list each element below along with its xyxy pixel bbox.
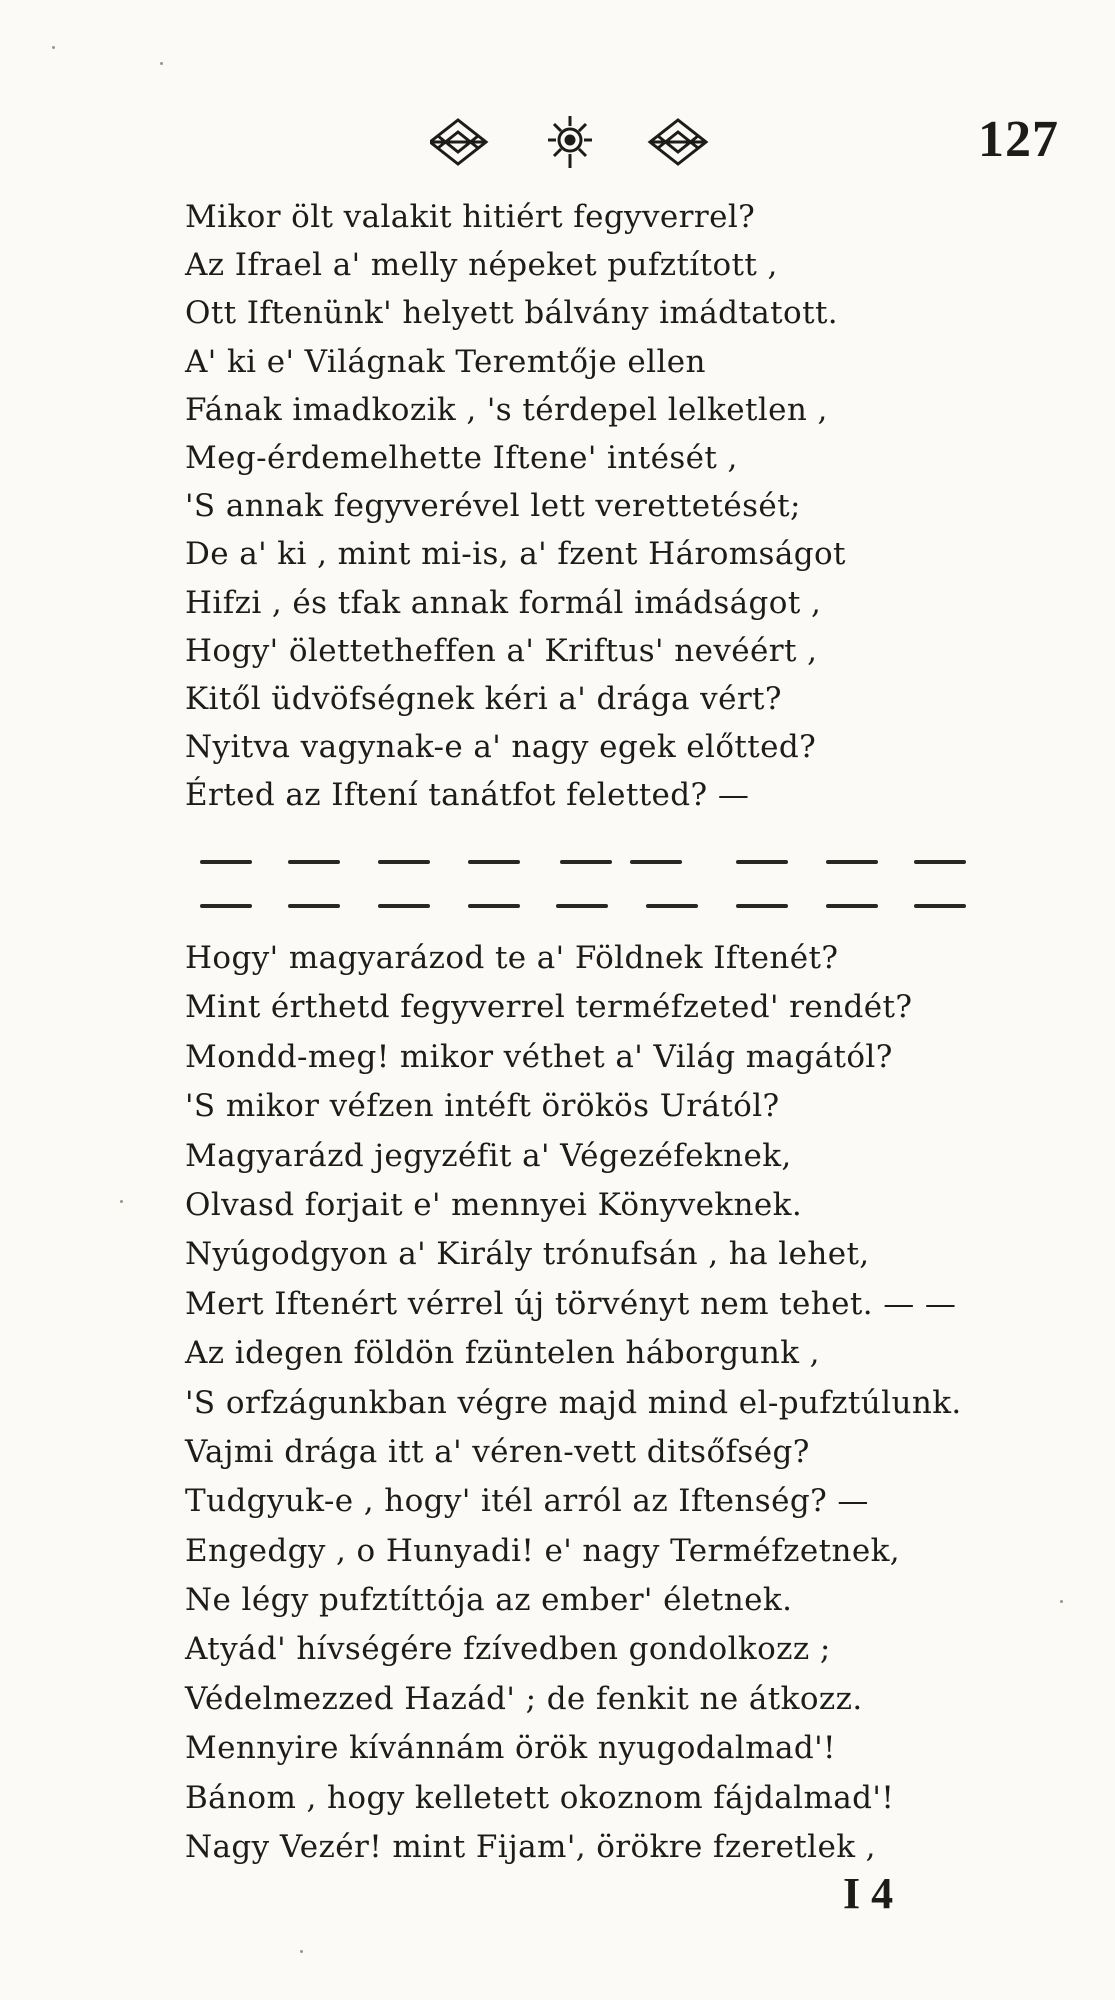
paper-speck bbox=[1060, 1600, 1063, 1603]
verse-line: Ne légy pufztíttója az ember' életnek. bbox=[185, 1582, 793, 1619]
verse-line: 'S orfzágunkban végre majd mind el-pufztúlunk. bbox=[185, 1384, 962, 1421]
dash bbox=[914, 860, 966, 864]
flower-icon bbox=[548, 116, 592, 168]
verse-line: Engedgy , o Hunyadi! e' nagy Terméfzetnek, bbox=[185, 1532, 901, 1569]
verse-line: Hogy' ölettetheffen a' Kriftus' nevéért , bbox=[185, 632, 818, 669]
verse-line: Érted az Iftení tanátfot feletted? — bbox=[185, 777, 750, 814]
paper-speck bbox=[120, 1200, 123, 1203]
verse-line: Mikor ölt valakit hitiért fegyverrel? bbox=[185, 199, 756, 235]
verse-line: A' ki e' Világnak Teremtője ellen bbox=[185, 343, 706, 380]
dash-separator bbox=[200, 856, 970, 868]
dash bbox=[736, 860, 788, 864]
verse-line: Atyád' hívségére fzívedben gondolkozz ; bbox=[185, 1631, 831, 1668]
verse-line: Mint érthetd fegyverrel terméfzeted' rendét? bbox=[185, 989, 913, 1026]
paper-speck bbox=[52, 46, 55, 49]
stanza-1 bbox=[185, 193, 985, 819]
verse-line: Mert Iftenért vérrel új törvényt nem tehet. — — bbox=[185, 1285, 957, 1322]
page-number: 127 bbox=[978, 111, 1059, 168]
dash bbox=[288, 904, 340, 908]
verse-line: De a' ki , mint mi-is, a' fzent Háromságot bbox=[185, 536, 846, 573]
dash bbox=[468, 904, 520, 908]
verse-line: Hogy' magyarázod te a' Földnek Iftenét? bbox=[185, 940, 839, 976]
verse-line: Meg-érdemelhette Iftene' intését , bbox=[185, 439, 738, 476]
diamond-lattice-icon bbox=[430, 120, 486, 164]
verse-line: Mondd-meg! mikor véthet a' Világ magától? bbox=[185, 1038, 893, 1075]
dash bbox=[200, 860, 252, 864]
paper-speck bbox=[300, 1950, 303, 1953]
header-ornament bbox=[430, 112, 710, 172]
dash bbox=[378, 860, 430, 864]
verse-line: Ott Iftenünk' helyett bálvány imádtatott. bbox=[185, 295, 839, 332]
dash bbox=[468, 860, 520, 864]
dash bbox=[914, 904, 966, 908]
verse-line: Hifzi , és tfak annak formál imádságot , bbox=[185, 584, 822, 621]
dash bbox=[200, 904, 252, 908]
dash bbox=[630, 860, 682, 864]
dash-separator bbox=[200, 900, 970, 912]
verse-line: Mennyire kívánnám örök nyugodalmad'! bbox=[185, 1730, 836, 1767]
stanza-2 bbox=[185, 934, 985, 1872]
verse-line: Kitől üdvöfségnek kéri a' drága vért? bbox=[185, 680, 782, 717]
verse-line: Nyitva vagynak-e a' nagy egek előtted? bbox=[185, 729, 817, 766]
verse-line: Az Ifrael a' melly népeket pufztított , bbox=[185, 247, 778, 284]
paper-speck bbox=[160, 62, 163, 65]
verse-line: Bánom , hogy kelletett okoznom fájdalmad'! bbox=[185, 1779, 895, 1816]
dash bbox=[736, 904, 788, 908]
verse-line: 'S mikor véfzen intéft örökös Urától? bbox=[185, 1088, 780, 1125]
dash bbox=[826, 860, 878, 864]
verse-line: Védelmezzed Hazád' ; de fenkit ne átkozz. bbox=[185, 1680, 863, 1717]
verse-line: Vajmi drága itt a' véren-vett ditsőfség? bbox=[185, 1433, 810, 1470]
verse-line: Olvasd forjait e' mennyei Könyveknek. bbox=[185, 1186, 803, 1223]
verse-line: Az idegen földön fzüntelen háborgunk , bbox=[185, 1335, 820, 1372]
verse-line: Magyarázd jegyzéfit a' Végezéfeknek, bbox=[185, 1137, 792, 1174]
dash bbox=[378, 904, 430, 908]
dash bbox=[646, 904, 698, 908]
dash bbox=[556, 904, 608, 908]
verse-line: Fának imadkozik , 's térdepel lelketlen , bbox=[185, 391, 828, 428]
diamond-lattice-icon bbox=[650, 120, 706, 164]
signature-mark: I 4 bbox=[843, 1869, 894, 1918]
verse-line: Tudgyuk-e , hogy' itél arról az Iftenség? — bbox=[185, 1483, 869, 1520]
dash bbox=[288, 860, 340, 864]
dash bbox=[826, 904, 878, 908]
verse-line: Nyúgodgyon a' Király trónufsán , ha lehet, bbox=[185, 1236, 870, 1273]
dash bbox=[560, 860, 612, 864]
verse-line: 'S annak fegyverével lett verettetését; bbox=[185, 488, 801, 525]
verse-line: Nagy Vezér! mint Fijam', örökre fzeretlek , bbox=[185, 1829, 876, 1866]
